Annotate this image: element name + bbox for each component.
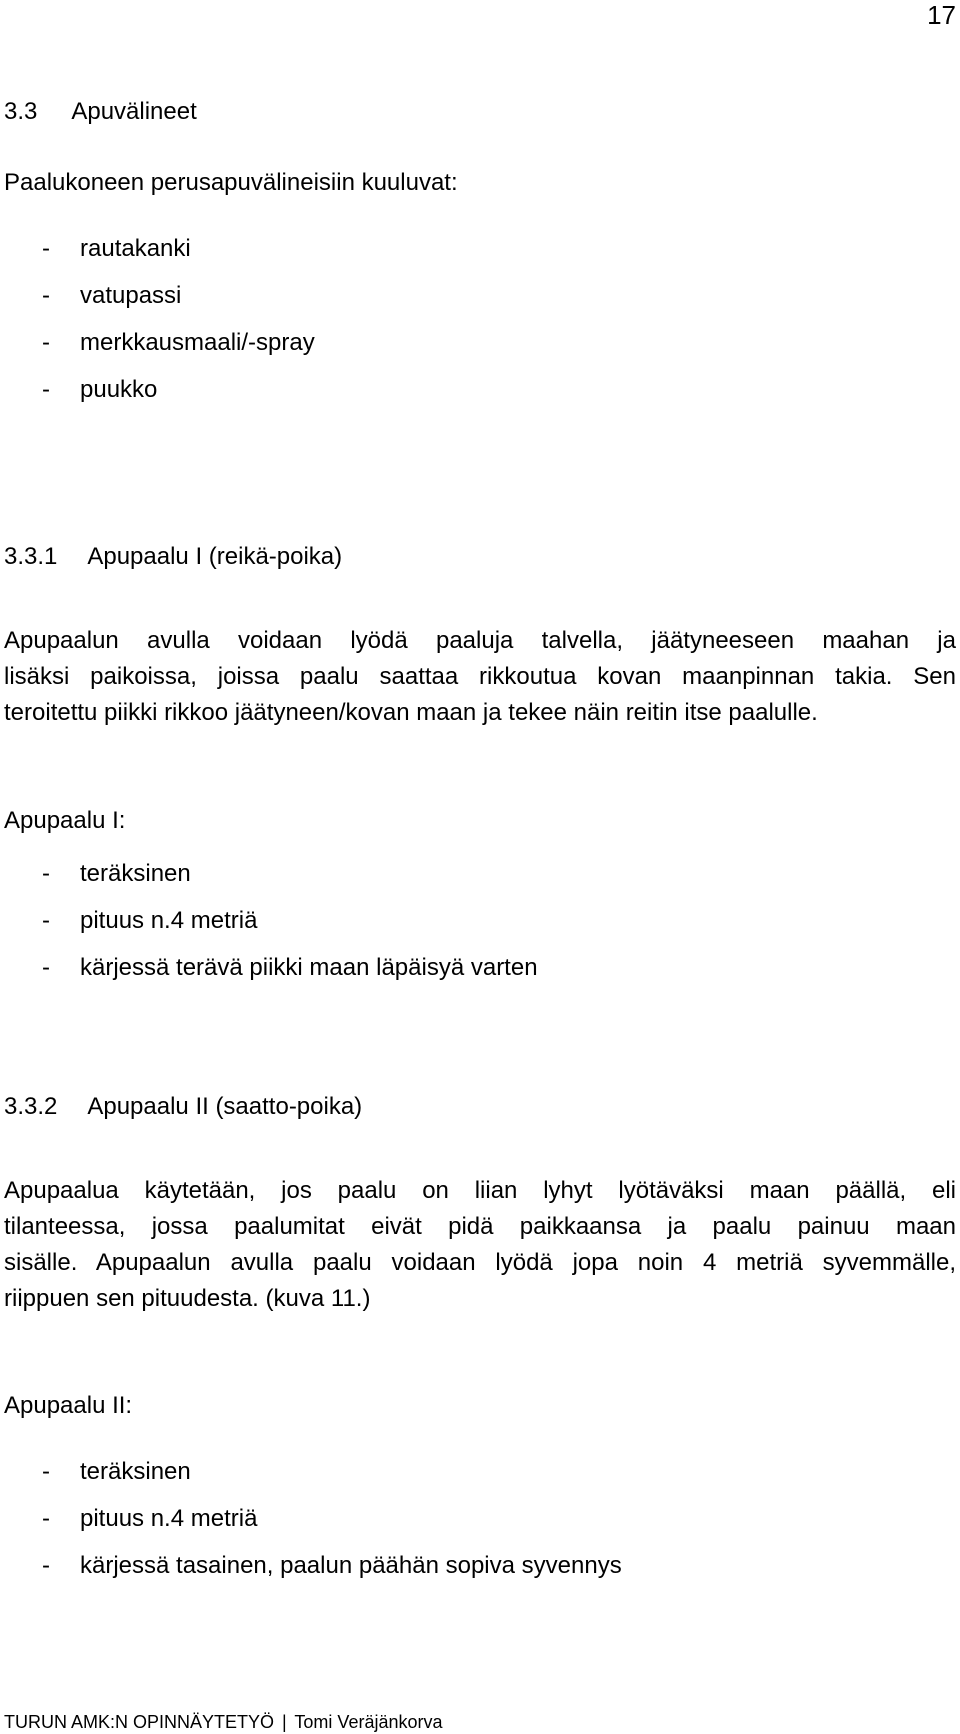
bullet-dash: - xyxy=(42,235,50,262)
list-item-text: pituus n.4 metriä xyxy=(80,1505,258,1532)
list-item-text: vatupassi xyxy=(80,282,182,309)
list-item-text: teräksinen xyxy=(80,1458,191,1485)
section-title: Apuvälineet xyxy=(71,98,197,125)
list-item xyxy=(4,1448,956,1495)
paragraph-line: sisälle. Apupaalun avulla paalu voidaan lyödä jopa noin 4 metriä syvemmälle, xyxy=(4,1249,956,1276)
paragraph xyxy=(4,623,956,731)
bullet-dash: - xyxy=(42,329,50,356)
list-item-text: teräksinen xyxy=(80,860,191,887)
intro-text: Paalukoneen perusapuvälineisiin kuuluvat: xyxy=(4,169,458,196)
list-item-text: kärjessä terävä piikki maan läpäisyä varten xyxy=(80,954,538,981)
bullet-dash: - xyxy=(42,282,50,309)
tools-list xyxy=(4,225,956,413)
footer-institution: TURUN AMK:N OPINNÄYTETYÖ xyxy=(4,1712,275,1732)
list-item-text: merkkausmaali/-spray xyxy=(80,329,315,356)
section-title: Apupaalu II (saatto-poika) xyxy=(87,1093,363,1120)
apupaalu-1-list xyxy=(4,850,956,991)
paragraph-line: teroitettu piikki rikkoo jäätyneen/kovan maan ja tekee näin reitin itse paalulle. xyxy=(4,699,818,726)
bullet-dash: - xyxy=(42,1505,50,1532)
bullet-dash: - xyxy=(42,907,50,934)
paragraph-line: Apupaalun avulla voidaan lyödä paaluja talvella, jäätyneeseen maahan ja xyxy=(4,627,956,654)
list-item xyxy=(4,272,956,319)
list-item-text: kärjessä tasainen, paalun päähän sopiva syvennys xyxy=(80,1552,622,1579)
apupaalu-2-list xyxy=(4,1448,956,1589)
paragraph-line: lisäksi paikoissa, joissa paalu saattaa rikkoutua kovan maanpinnan takia. Sen xyxy=(4,663,956,690)
list-item xyxy=(4,1542,956,1589)
list-item xyxy=(4,319,956,366)
list-item xyxy=(4,366,956,413)
list-item-text: puukko xyxy=(80,376,158,403)
section-heading-3-3-2 xyxy=(4,1093,956,1121)
list-item xyxy=(4,1495,956,1542)
list-item xyxy=(4,850,956,897)
list-item-text: rautakanki xyxy=(80,235,191,262)
section-heading-3-3-1 xyxy=(4,543,956,571)
section-number: 3.3.1 xyxy=(4,543,58,570)
paragraph-line: riippuen sen pituudesta. (kuva 11.) xyxy=(4,1285,371,1312)
list-title: Apupaalu II: xyxy=(4,1392,133,1419)
list-item xyxy=(4,944,956,991)
footer-separator: | xyxy=(282,1712,287,1732)
bullet-dash: - xyxy=(42,1552,50,1579)
footer-author: Tomi Veräjänkorva xyxy=(294,1712,443,1732)
paragraph xyxy=(4,1173,956,1317)
page-footer xyxy=(4,1712,443,1733)
section-number: 3.3.2 xyxy=(4,1093,58,1120)
section-title: Apupaalu I (reikä-poika) xyxy=(87,543,343,570)
section-heading-3-3 xyxy=(4,98,956,126)
bullet-dash: - xyxy=(42,1458,50,1485)
paragraph-line: Apupaalua käytetään, jos paalu on liian lyhyt lyötäväksi maan päällä, eli xyxy=(4,1177,956,1204)
list-item-text: pituus n.4 metriä xyxy=(80,907,258,934)
list-item xyxy=(4,897,956,944)
section-number: 3.3 xyxy=(4,98,38,125)
bullet-dash: - xyxy=(42,860,50,887)
bullet-dash: - xyxy=(42,376,50,403)
bullet-dash: - xyxy=(42,954,50,981)
list-item xyxy=(4,225,956,272)
paragraph-line: tilanteessa, jossa paalumitat eivät pidä paikkaansa ja paalu painuu maan xyxy=(4,1213,956,1240)
page-number: 17 xyxy=(927,0,956,30)
list-title: Apupaalu I: xyxy=(4,807,126,834)
